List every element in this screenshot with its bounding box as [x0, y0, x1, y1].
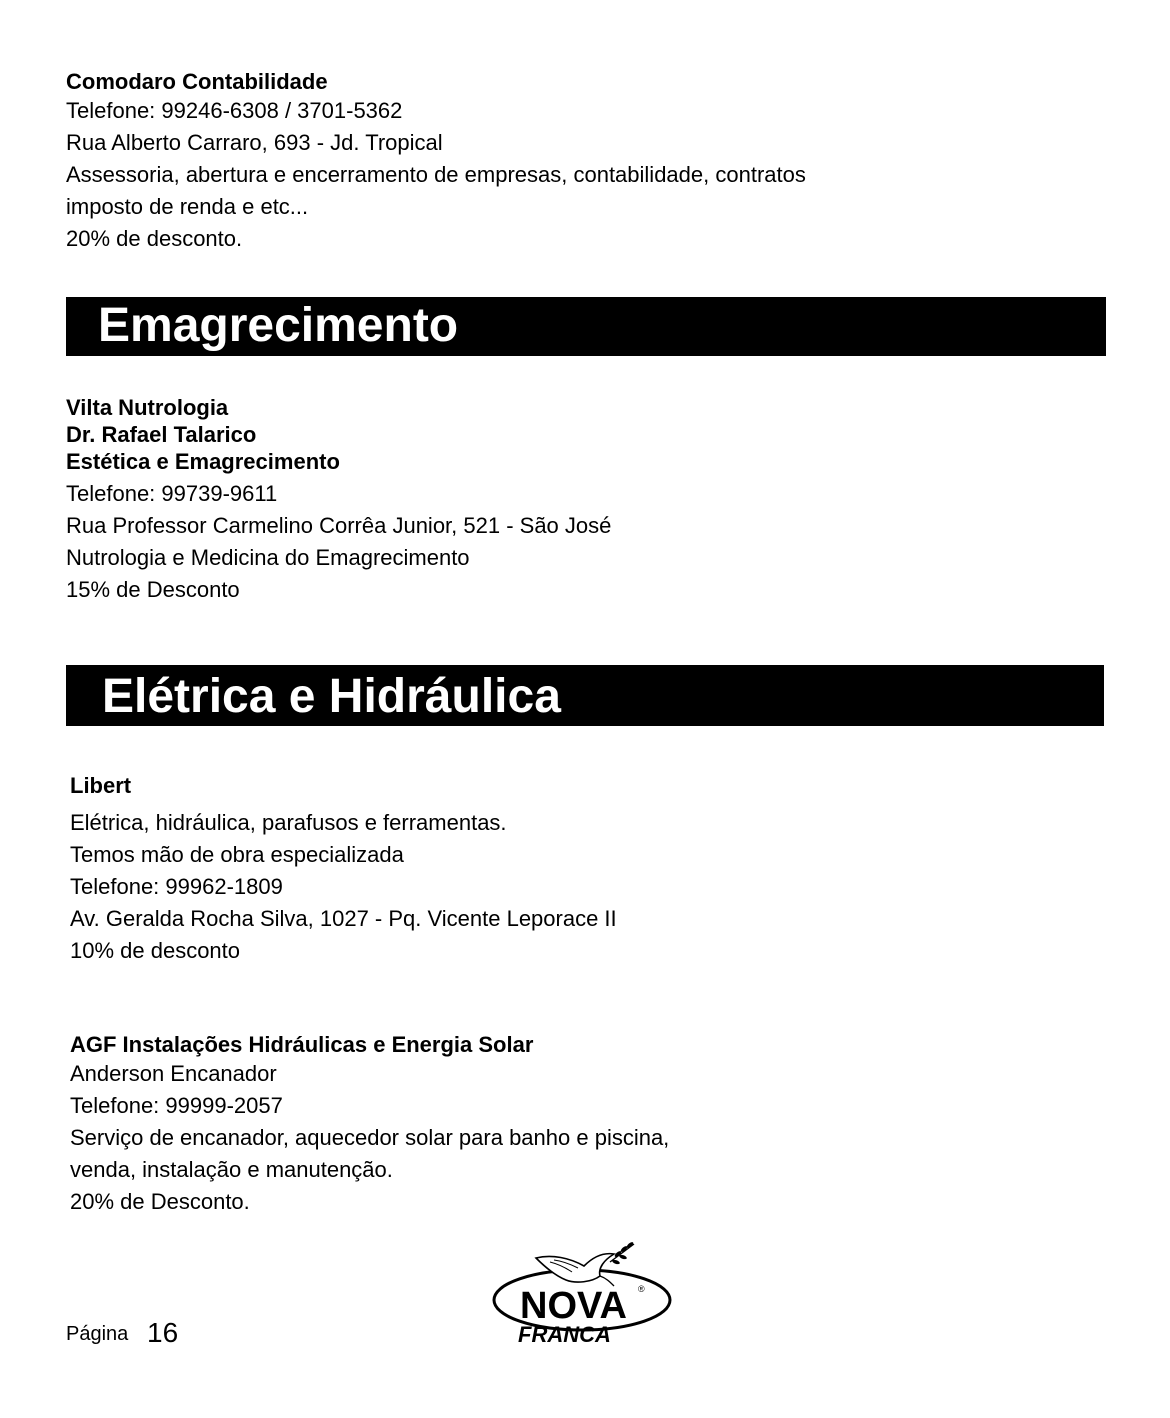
listing-description: Nutrologia e Medicina do Emagrecimento	[66, 545, 470, 570]
section-header-emagrecimento: Emagrecimento	[66, 297, 1106, 356]
listing-phone: Telefone: 99739-9611	[66, 481, 278, 506]
listing-discount: 10% de desconto	[70, 938, 241, 963]
logo-text-nova: NOVA	[520, 1285, 627, 1327]
section-header-eletrica-hidraulica: Elétrica e Hidráulica	[66, 665, 1104, 726]
listing-phone: Telefone: 99999-2057	[70, 1093, 283, 1118]
listing-discount: 20% de Desconto.	[70, 1189, 250, 1214]
olive-branch-icon	[610, 1241, 634, 1265]
listing-address: Rua Professor Carmelino Corrêa Junior, 521 - São José	[66, 513, 612, 538]
listing-discount: 15% de Desconto	[66, 577, 240, 602]
listing-vilta	[66, 394, 611, 606]
listing-phone: Telefone: 99962-1809	[70, 874, 283, 899]
listing-description-cont: imposto de renda e etc...	[66, 194, 309, 219]
page-label: Página	[66, 1323, 129, 1345]
listing-comodaro	[66, 68, 806, 255]
listing-address: Av. Geralda Rocha Silva, 1027 - Pq. Vicente Leporace II	[70, 906, 617, 931]
listing-specialty: Estética e Emagrecimento	[66, 449, 340, 474]
listing-libert	[70, 772, 617, 967]
registered-mark: ®	[638, 1284, 645, 1294]
listing-doctor: Dr. Rafael Talarico	[66, 422, 257, 447]
listing-title: AGF Instalações Hidráulicas e Energia Solar	[70, 1032, 534, 1057]
nova-franca-logo	[492, 1240, 682, 1346]
listing-description: Assessoria, abertura e encerramento de empresas, contabilidade, contratos	[66, 162, 806, 187]
listing-title: Libert	[70, 773, 132, 798]
listing-contact-name: Anderson Encanador	[70, 1061, 277, 1086]
logo-text-franca: FRANCA	[518, 1322, 611, 1346]
listing-description-cont: Temos mão de obra especializada	[70, 842, 404, 867]
listing-title: Vilta Nutrologia	[66, 395, 229, 420]
listing-description: Serviço de encanador, aquecedor solar para banho e piscina,	[70, 1125, 670, 1150]
listing-title: Comodaro Contabilidade	[66, 69, 328, 94]
listing-discount: 20% de desconto.	[66, 226, 243, 251]
listing-address: Rua Alberto Carraro, 693 - Jd. Tropical	[66, 130, 443, 155]
listing-description-cont: venda, instalação e manutenção.	[70, 1157, 393, 1182]
listing-agf	[70, 1031, 669, 1218]
listing-phone: Telefone: 99246-6308 / 3701-5362	[66, 98, 403, 123]
listing-description: Elétrica, hidráulica, parafusos e ferramentas.	[70, 810, 507, 835]
page-number: 16	[147, 1317, 179, 1348]
